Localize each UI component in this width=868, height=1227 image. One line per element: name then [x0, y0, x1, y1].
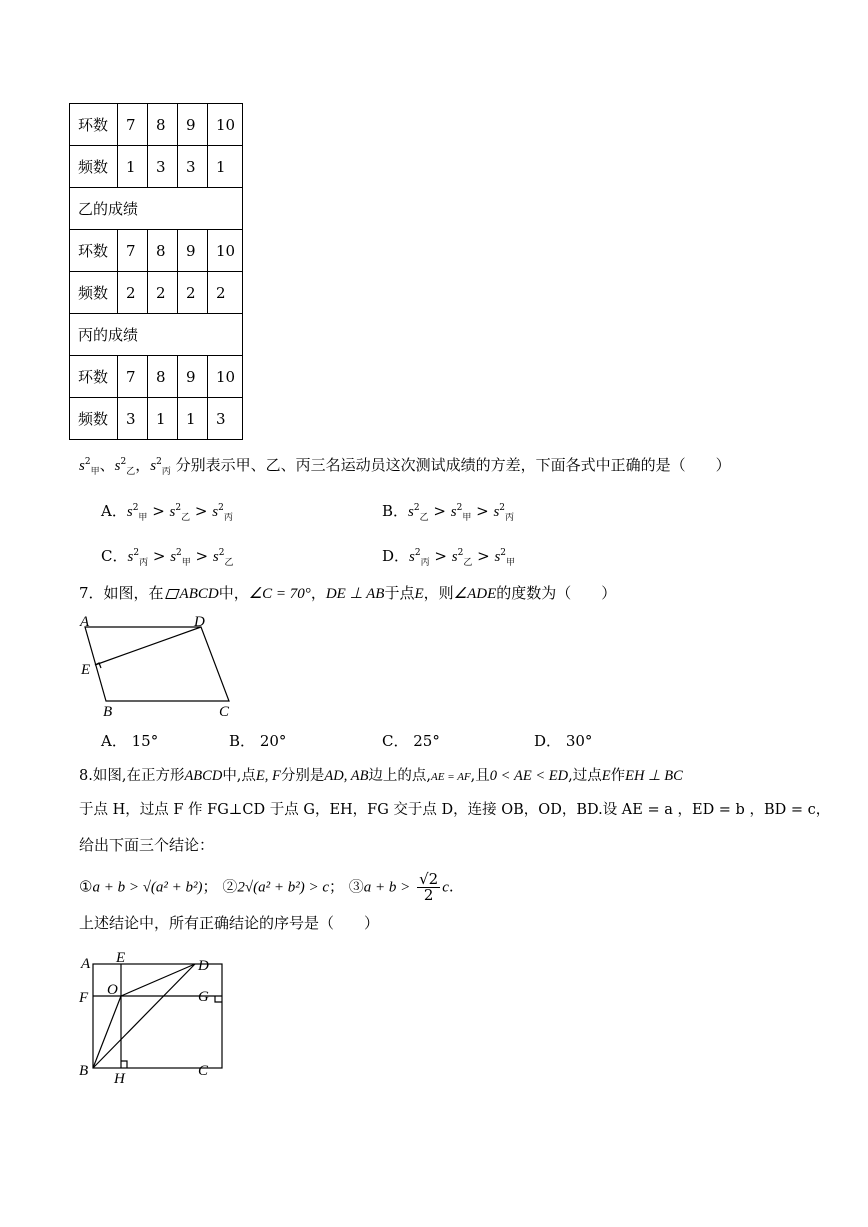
segment-bd [93, 964, 195, 1068]
table-cell: 8 [148, 230, 178, 272]
table-cell: 7 [118, 230, 148, 272]
table-row-header: 环数 [70, 230, 118, 272]
segment-de [95, 627, 201, 665]
q6-option-a: A．$s^2_甲 > s^2_乙 > s^2_丙$ [101, 502, 233, 523]
label-h: H [114, 1071, 125, 1087]
q6-option-d: D．$s^2_丙 > s^2_乙 > s^2_甲$ [382, 547, 516, 568]
table-row [70, 356, 243, 398]
table-row [70, 398, 243, 440]
table-cell: 10 [208, 104, 243, 146]
q7-stem: 7．如图，在 ABCD中，∠C = 70°，DE ⊥ AB于点E，则∠ADE的度数为（ ） [79, 584, 617, 602]
table-row [70, 230, 243, 272]
table-cell: 9 [178, 230, 208, 272]
label-e: E [81, 662, 91, 678]
q8-conclusions: ①a + b > √(a² + b²)； ②2√(a² + b²) > c； ③a + b > $\frac{√2}{2}$ c. [79, 870, 454, 904]
label-c: C [198, 1063, 209, 1079]
table-cell: 3 [148, 146, 178, 188]
table-cell: 1 [178, 398, 208, 440]
table-caption: 乙的成绩 [70, 188, 243, 230]
table-cell: 8 [148, 356, 178, 398]
label-a: A [80, 614, 90, 630]
q8-question: 上述结论中，所有正确结论的序号是（ ） [79, 914, 380, 932]
table-cell: 9 [178, 356, 208, 398]
q6-stem: $s^2_甲$、$s^2_乙$，$s^2_丙$ 分别表示甲、乙、丙三名运动员这次测试成绩的方差，下面各式中正确的是（ ） [79, 456, 731, 477]
segment-od [121, 964, 195, 996]
table-cell: 1 [148, 398, 178, 440]
q8-line1: 8.如图,在正方形ABCD中,点E, F分别是AD, AB边上的点,AE = AF,且0 < AE < ED,过点E作EH ⊥ BC [79, 768, 683, 784]
label-g: G [198, 989, 209, 1005]
label-d: D [198, 958, 209, 974]
q7-option-d: D． 30° [534, 732, 593, 750]
table-caption: 丙的成绩 [70, 314, 243, 356]
table-row [70, 104, 243, 146]
table-cell: 2 [148, 272, 178, 314]
table-cell: 10 [208, 356, 243, 398]
table-cell: 3 [178, 146, 208, 188]
table-cell: 7 [118, 104, 148, 146]
q8-line2: 于点 H，过点 F 作 FG⊥CD 于点 G，EH，FG 交于点 D，连接 OB，OD，BD.设 AE = a ，ED = b ，BD = c， [79, 802, 831, 818]
table-cell: 7 [118, 356, 148, 398]
parallelogram-abcd [85, 627, 229, 701]
table-cell: 2 [118, 272, 148, 314]
table-cell: 2 [208, 272, 243, 314]
parallelogram-icon [165, 589, 180, 599]
table-cell: 3 [118, 398, 148, 440]
fraction-sqrt2-over-2: $\frac{√2}{2}$ [419, 870, 439, 904]
score-table [69, 103, 243, 440]
segment-ob [93, 996, 121, 1068]
table-row-header: 环数 [70, 356, 118, 398]
table-cell: 3 [208, 398, 243, 440]
label-f: F [79, 990, 89, 1006]
table-cell: 9 [178, 104, 208, 146]
q6-option-c: C．$s^2_丙 > s^2_甲 > s^2_乙$ [101, 547, 234, 568]
q6-option-b: B．$s^2_乙 > s^2_甲 > s^2_丙$ [382, 502, 515, 523]
table-cell: 1 [118, 146, 148, 188]
table-row-header: 环数 [70, 104, 118, 146]
table-row-header: 频数 [70, 272, 118, 314]
table-cell: 8 [148, 104, 178, 146]
q7-option-b: B． 20° [229, 732, 287, 750]
label-b: B [79, 1063, 89, 1079]
table-row [70, 272, 243, 314]
label-c: C [219, 704, 230, 720]
q8-square-figure [76, 948, 226, 1088]
label-e: E [116, 950, 126, 966]
q7-parallelogram-figure [76, 610, 241, 722]
table-caption-row [70, 188, 243, 230]
table-cell: 2 [178, 272, 208, 314]
table-caption-row [70, 314, 243, 356]
q7-option-c: C． 25° [382, 732, 440, 750]
right-angle-mark-h [121, 1061, 127, 1068]
label-b: B [103, 704, 113, 720]
table-cell: 1 [208, 146, 243, 188]
q6-stem-text: 分别表示甲、乙、丙三名运动员这次测试成绩的方差，下面各式中正确的是（ ） [175, 456, 731, 474]
table-cell: 10 [208, 230, 243, 272]
table-row-header: 频数 [70, 398, 118, 440]
right-angle-mark-g [215, 996, 222, 1002]
label-d: D [194, 614, 205, 630]
table-row [70, 146, 243, 188]
label-o: O [107, 982, 118, 998]
label-a: A [81, 956, 91, 972]
q7-option-a: A． 15° [101, 732, 159, 750]
q8-line3: 给出下面三个结论： [79, 836, 215, 854]
table-row-header: 频数 [70, 146, 118, 188]
